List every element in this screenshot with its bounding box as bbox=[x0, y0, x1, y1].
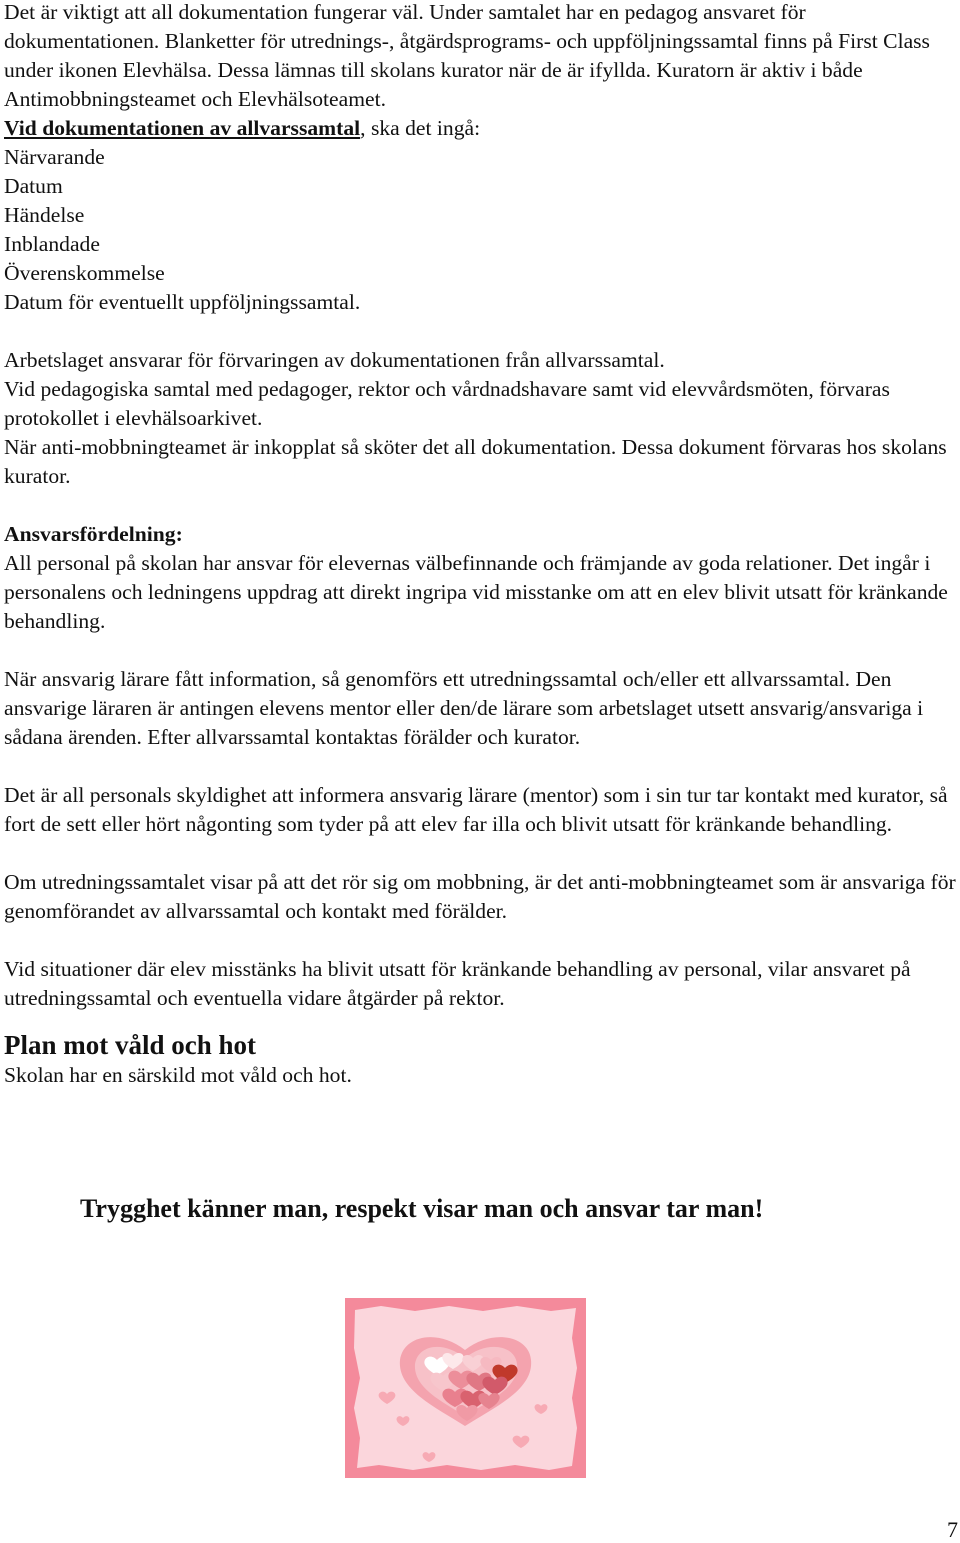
spacer bbox=[4, 839, 956, 868]
spacer bbox=[4, 926, 956, 955]
allvar-lead-bold: Vid dokumentationen av allvarssamtal bbox=[4, 116, 361, 140]
plan-text: Skolan har en särskild mot våld och hot. bbox=[4, 1063, 352, 1087]
heart-picture-svg bbox=[345, 1298, 586, 1478]
motto: Trygghet känner man, respekt visar man och ansvar tar man! bbox=[80, 1194, 764, 1223]
ansvar-paragraph: Det är all personals skyldighet att informera ansvarig lärare (mentor) som i sin tur tar kontakt med kurator, så fort de sett eller hört någonting som tyder på att elev far illa och blivit utsatt för kränkande behandling. bbox=[4, 783, 948, 836]
ansvar-heading: Ansvarsfördelning: bbox=[4, 522, 183, 546]
allvar-item: Inblandade bbox=[4, 232, 100, 256]
spacer bbox=[4, 317, 956, 346]
ansvar-paragraph: Om utredningssamtalet visar på att det rör sig om mobbning, är det anti-mobbningteamet som är ansvariga för genomförandet av allvarssamtal och kontakt med förälder. bbox=[4, 870, 956, 923]
ansvar-paragraph: Vid situationer där elev misstänks ha blivit utsatt för kränkande behandling av personal, vilar ansvaret på utredningssamtal och eventuella vidare åtgärder på rektor. bbox=[4, 957, 911, 1010]
allvar-item: Datum för eventuellt uppföljningssamtal. bbox=[4, 290, 361, 314]
intro-paragraph: Det är viktigt att all dokumentation fungerar väl. Under samtalet har en pedagog ansvaret för dokumentationen. Blanketter för utrednings-, åtgärdsprograms- och uppföljningssamtal finns på First Class under ikonen Elevhälsa. Dessa lämnas till skolans kurator när de är ifyllda. Kuratorn är aktiv i både Antimobbningsteamet och Elevhälsoteamet. bbox=[4, 0, 930, 111]
archive-paragraph: Vid pedagogiska samtal med pedagoger, rektor och vårdnadshavare samt vid elevvårdsmöten, förvaras protokollet i elevhälsoarkivet. bbox=[4, 377, 890, 430]
heart-picture-icon bbox=[345, 1298, 586, 1478]
ansvar-paragraph: När ansvarig lärare fått information, så genomförs ett utredningssamtal och/eller ett allvarssamtal. Den ansvarige läraren är antingen elevens mentor eller den/de lärare som arbetslaget utsett ansvarig/ansvariga i sådana ärenden. Efter allvarssamtal kontaktas förälder och kurator. bbox=[4, 667, 924, 749]
plan-heading: Plan mot våld och hot bbox=[4, 1030, 257, 1060]
allvar-item: Händelse bbox=[4, 203, 85, 227]
archive-paragraph: När anti-mobbningteamet är inkopplat så sköter det all dokumentation. Dessa dokument förvaras hos skolans kurator. bbox=[4, 435, 947, 488]
page-number: 7 bbox=[947, 1517, 958, 1542]
spacer bbox=[4, 491, 956, 520]
spacer bbox=[4, 636, 956, 665]
spacer bbox=[4, 752, 956, 781]
archive-paragraph: Arbetslaget ansvarar för förvaringen av dokumentationen från allvarssamtal. bbox=[4, 348, 665, 372]
allvar-lead-rest: , ska det ingå: bbox=[360, 116, 481, 140]
allvar-item: Överenskommelse bbox=[4, 261, 165, 285]
ansvar-paragraph: All personal på skolan har ansvar för elevernas välbefinnande och främjande av goda relationer. Det ingår i personalens och ledningens uppdrag att direkt ingripa vid misstanke om att en elev blivit utsatt för kränkande behandling. bbox=[4, 551, 948, 633]
document-page bbox=[4, 0, 956, 1090]
allvar-item: Datum bbox=[4, 174, 63, 198]
allvar-item: Närvarande bbox=[4, 145, 105, 169]
allvar-lead bbox=[4, 114, 956, 143]
